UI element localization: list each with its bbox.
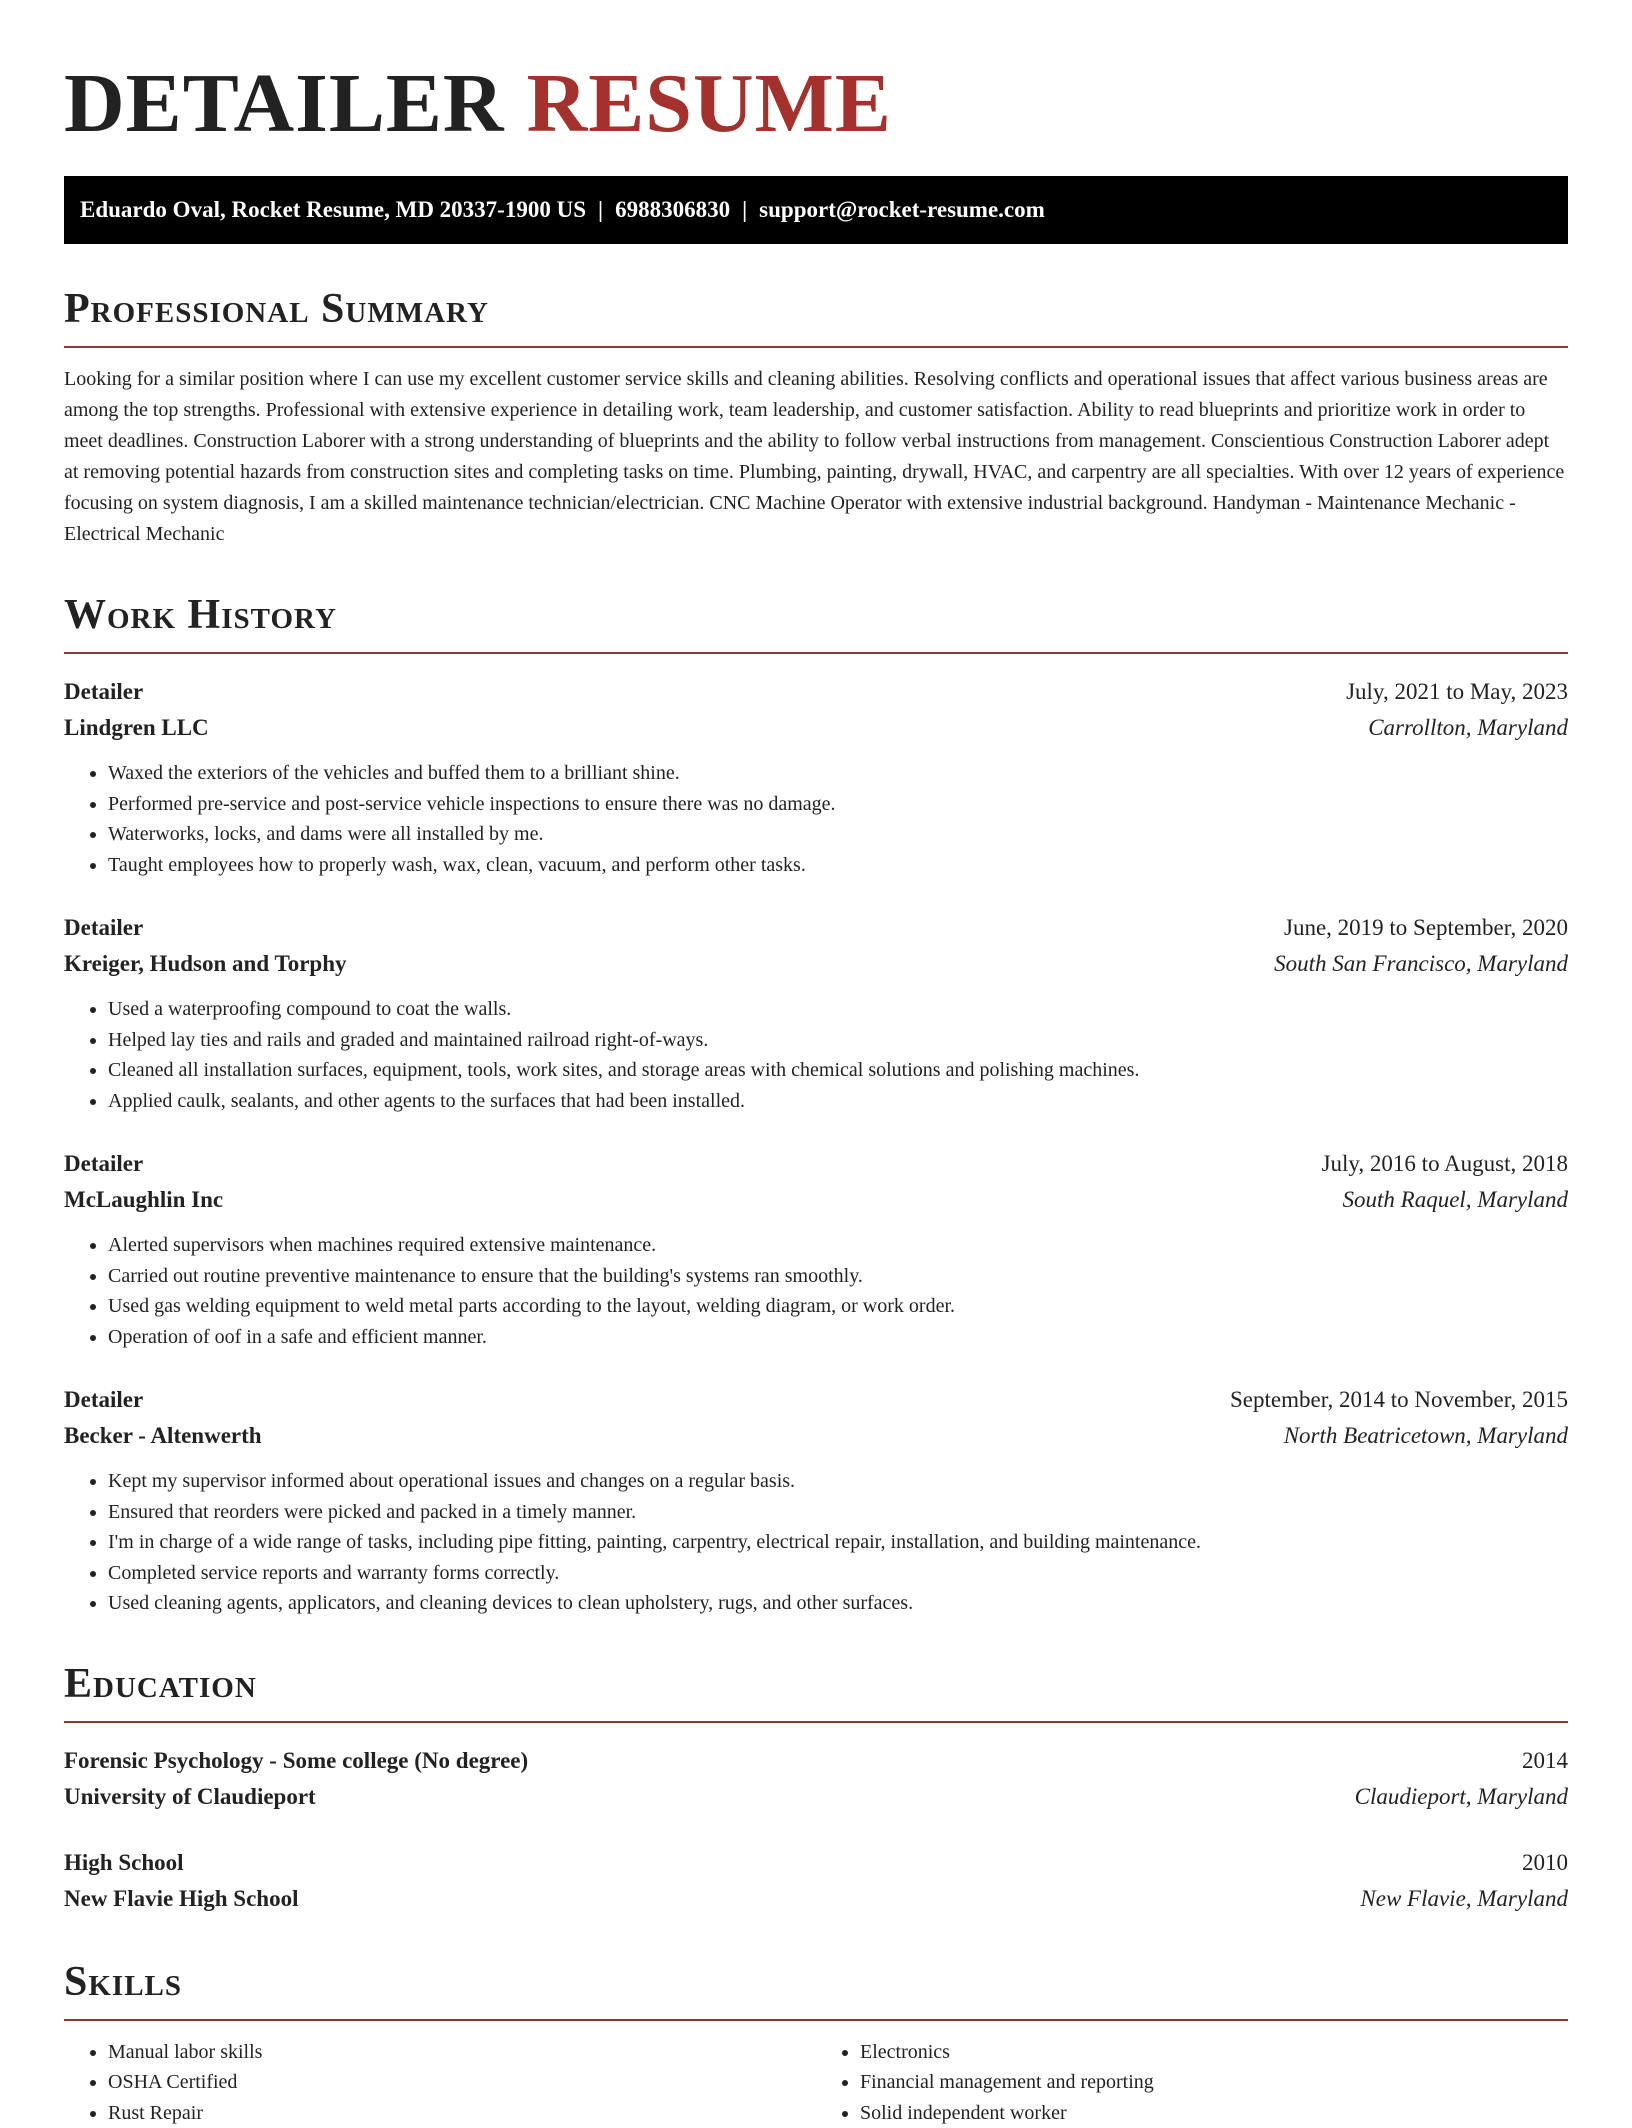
job-entry [64, 1146, 1568, 1352]
job-duty: • Helped lay ties and rails and graded and maintained railroad right-of-ways. [108, 1025, 1568, 1056]
job-duty: • Ensured that reorders were picked and packed in a timely manner. [108, 1497, 1568, 1528]
education-location: New Flavie, Maryland [1360, 1881, 1568, 1917]
education-year: 2014 [1522, 1743, 1568, 1779]
job-header-row [64, 1146, 1568, 1182]
job-company: McLaughlin Inc [64, 1182, 223, 1218]
education-heading: Education [64, 1659, 1568, 1723]
education-school-row [64, 1881, 1568, 1917]
job-duty: • Waxed the exteriors of the vehicles and buffed them to a brilliant shine. [108, 758, 1568, 789]
job-duties [64, 1466, 1568, 1619]
resume-title [64, 0, 1568, 152]
job-company-row [64, 710, 1568, 746]
skills-column-left [64, 2037, 816, 2128]
education-degree-row [64, 1743, 1568, 1779]
job-location: Carrollton, Maryland [1368, 710, 1568, 746]
education-entry [64, 1845, 1568, 1917]
contact-email: support@rocket-resume.com [759, 197, 1045, 223]
job-title: Detailer [64, 1146, 143, 1182]
job-company: Becker - Altenwerth [64, 1418, 262, 1454]
title-accent: RESUME [527, 57, 892, 150]
job-duty: • I'm in charge of a wide range of tasks, including pipe fitting, painting, carpentry, electrical repair, installation, and building maintenance. [108, 1527, 1568, 1558]
education-entry [64, 1743, 1568, 1815]
job-dates: September, 2014 to November, 2015 [1230, 1382, 1568, 1418]
summary-text: Looking for a similar position where I can use my excellent customer service skills and cleaning abilities. Resolving conflicts and operational issues that affect various business areas are among the top strengths. Professional with extensive experience in detailing work, team leadership, and customer satisfaction. Ability to read blueprints and prioritize work in order to meet deadlines. Construction Laborer with a strong understanding of blueprints and the ability to follow verbal instructions from management. Conscientious Construction Laborer adept at removing potential hazards from construction sites and completing tasks on time. Plumbing, painting, drywall, HVAC, and carpentry are all specialties. With over 12 years of experience focusing on system diagnosis, I am a skilled maintenance technician/electrician. CNC Machine Operator with extensive industrial background. Handyman - Maintenance Mechanic - Electrical Mechanic [64, 364, 1568, 550]
education-degree-row [64, 1845, 1568, 1881]
skill-item: • Solid independent worker [860, 2098, 1568, 2128]
skill-item: • OSHA Certified [108, 2067, 816, 2098]
title-main: DETAILER [64, 57, 505, 150]
job-location: South Raquel, Maryland [1343, 1182, 1569, 1218]
education-school-row [64, 1779, 1568, 1815]
job-duty: • Taught employees how to properly wash, wax, clean, vacuum, and perform other tasks. [108, 850, 1568, 881]
job-duties [64, 1230, 1568, 1352]
skill-item: • Manual labor skills [108, 2037, 816, 2068]
job-dates: June, 2019 to September, 2020 [1284, 910, 1568, 946]
skills-heading: Skills [64, 1957, 1568, 2021]
job-location: South San Francisco, Maryland [1274, 946, 1568, 982]
job-duty: • Performed pre-service and post-service vehicle inspections to ensure there was no damage. [108, 789, 1568, 820]
job-title: Detailer [64, 1382, 143, 1418]
job-company: Lindgren LLC [64, 710, 209, 746]
contact-address: Eduardo Oval, Rocket Resume, MD 20337-1900 US [80, 197, 586, 223]
job-header-row [64, 1382, 1568, 1418]
job-duty: • Used gas welding equipment to weld metal parts according to the layout, welding diagram, or work order. [108, 1291, 1568, 1322]
job-duty: • Used a waterproofing compound to coat the walls. [108, 994, 1568, 1025]
job-entry [64, 674, 1568, 880]
contact-separator: | [742, 197, 747, 223]
skills-list [64, 2037, 1568, 2128]
job-company-row [64, 1182, 1568, 1218]
job-duties [64, 758, 1568, 880]
job-entry [64, 910, 1568, 1116]
job-duty: • Operation of oof in a safe and efficient manner. [108, 1322, 1568, 1353]
skills-column-right [816, 2037, 1568, 2128]
job-header-row [64, 674, 1568, 710]
summary-heading: Professional Summary [64, 284, 1568, 348]
job-entry [64, 1382, 1568, 1619]
contact-phone: 6988306830 [615, 197, 730, 223]
contact-bar [64, 176, 1568, 244]
job-location: North Beatricetown, Maryland [1284, 1418, 1568, 1454]
education-degree: High School [64, 1845, 184, 1881]
job-dates: July, 2021 to May, 2023 [1346, 674, 1568, 710]
job-title: Detailer [64, 674, 143, 710]
job-duty: • Completed service reports and warranty forms correctly. [108, 1558, 1568, 1589]
education-year: 2010 [1522, 1845, 1568, 1881]
job-duty: • Waterworks, locks, and dams were all installed by me. [108, 819, 1568, 850]
contact-separator: | [598, 197, 603, 223]
education-school: New Flavie High School [64, 1881, 298, 1917]
job-header-row [64, 910, 1568, 946]
job-company-row [64, 1418, 1568, 1454]
job-title: Detailer [64, 910, 143, 946]
job-duties [64, 994, 1568, 1116]
job-duty: • Alerted supervisors when machines required extensive maintenance. [108, 1230, 1568, 1261]
education-school: University of Claudieport [64, 1779, 316, 1815]
job-company: Kreiger, Hudson and Torphy [64, 946, 347, 982]
job-dates: July, 2016 to August, 2018 [1322, 1146, 1568, 1182]
job-duty: • Applied caulk, sealants, and other agents to the surfaces that had been installed. [108, 1086, 1568, 1117]
job-duty: • Cleaned all installation surfaces, equipment, tools, work sites, and storage areas with chemical solutions and polishing machines. [108, 1055, 1568, 1086]
job-duty: • Used cleaning agents, applicators, and cleaning devices to clean upholstery, rugs, and other surfaces. [108, 1588, 1568, 1619]
job-duty: • Carried out routine preventive maintenance to ensure that the building's systems ran smoothly. [108, 1261, 1568, 1292]
job-duty: • Kept my supervisor informed about operational issues and changes on a regular basis. [108, 1466, 1568, 1497]
skill-item: • Rust Repair [108, 2098, 816, 2128]
skill-item: • Financial management and reporting [860, 2067, 1568, 2098]
work-history-heading: Work History [64, 590, 1568, 654]
job-company-row [64, 946, 1568, 982]
skill-item: • Electronics [860, 2037, 1568, 2068]
education-location: Claudieport, Maryland [1355, 1779, 1568, 1815]
education-degree: Forensic Psychology - Some college (No degree) [64, 1743, 528, 1779]
